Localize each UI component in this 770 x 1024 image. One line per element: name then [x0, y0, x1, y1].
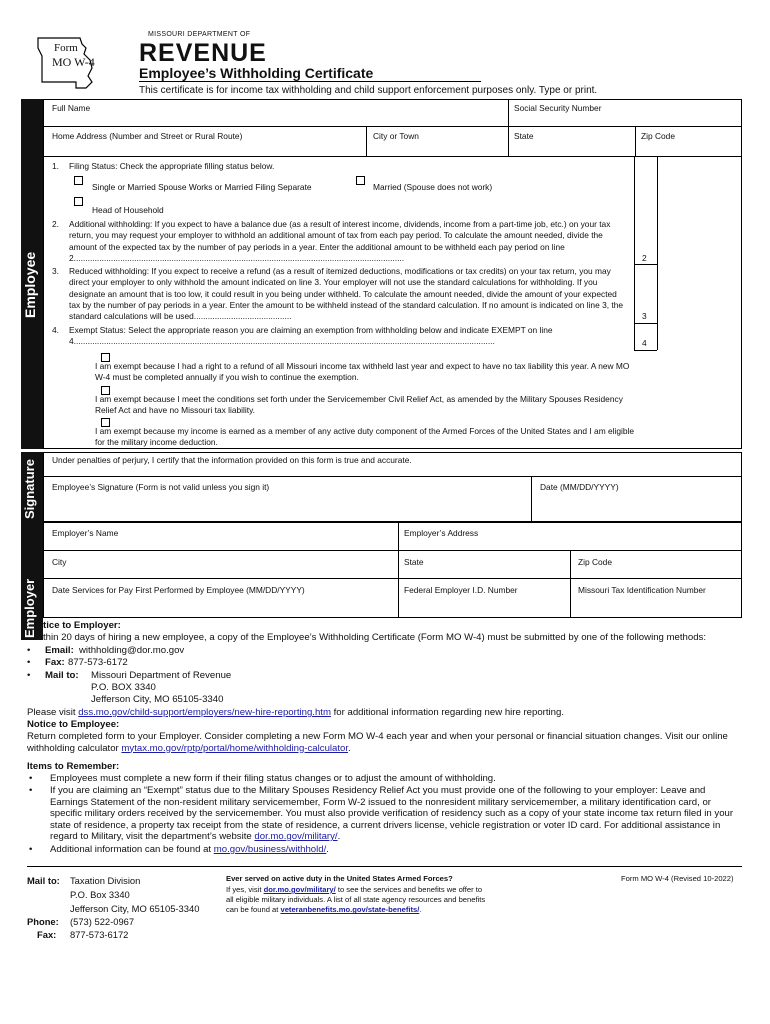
- visit-prefix: Please visit: [27, 707, 76, 718]
- signature-label: Employee’s Signature (Form is not valid unless you sign it): [52, 482, 270, 492]
- zip-label: Zip Code: [641, 131, 675, 141]
- divider: [43, 156, 742, 157]
- fein-label: Federal Employer I.D. Number: [404, 585, 518, 595]
- employee-band-label: Employee: [22, 251, 38, 318]
- line2-box-number: 2: [642, 253, 647, 263]
- exempt-military-label: I am exempt because my income is earned as a member of any active duty component of the Armed Forces of the United States and I am eligible for the military income deduction.: [95, 426, 635, 448]
- notice-employee-text: [27, 731, 747, 754]
- divider: [43, 578, 742, 579]
- bullet: •: [27, 645, 31, 656]
- remember-item-3-text: Additional information can be found at: [50, 844, 212, 855]
- line1-number: 1.: [52, 161, 59, 171]
- page-title: Employee’s Withholding Certificate: [139, 65, 374, 81]
- footer-phone-label: Phone:: [27, 916, 59, 927]
- remember-item-1: Employees must complete a new form if their filing status changes or to adjust the amount of withholding.: [50, 773, 496, 784]
- line4-amount-field[interactable]: [658, 323, 741, 350]
- married-label: Married (Spouse does not work): [373, 182, 493, 192]
- email-label: Email:: [45, 645, 74, 656]
- line3-number: 3.: [52, 266, 59, 276]
- page-subtitle: This certificate is for income tax withholding and child support enforcement purposes only. Type or print.: [139, 85, 598, 96]
- military-heading: Ever served on active duty in the United States Armed Forces?: [226, 874, 453, 883]
- remember-item-2-period: .: [337, 831, 341, 842]
- mail-line2: P.O. BOX 3340: [91, 682, 156, 693]
- divider: [43, 476, 742, 477]
- military-text: [226, 885, 488, 916]
- footer-fax-label: Fax:: [37, 929, 57, 940]
- divider: [508, 126, 509, 156]
- new-hire-link[interactable]: dss.mo.gov/child-support/employers/new-hire-reporting.htm: [78, 707, 331, 718]
- divider: [366, 126, 367, 156]
- form-number: MO W-4: [52, 55, 95, 69]
- mo-tax-id-label: Missouri Tax Identification Number: [578, 585, 706, 595]
- bullet: •: [29, 773, 33, 784]
- employer-band-label: Employer: [22, 578, 37, 638]
- visit-new-hire: [27, 707, 747, 719]
- divider: [508, 99, 509, 126]
- line2-number: 2.: [52, 219, 59, 229]
- military-middle: to see the services and benefits we offer to all eligible military individuals. A list of all state agency resources and benefits can be found at: [226, 885, 486, 915]
- employer-address-label: Employer’s Address: [404, 528, 479, 538]
- bullet: •: [27, 670, 31, 681]
- footer-rule: [27, 866, 742, 867]
- exempt-refund-label: I am exempt because I had a right to a refund of all Missouri income tax withheld last year and expect to have no tax liability this year. A new MO W-4 must be completed annually if you wish to continue the exemption.: [95, 361, 630, 383]
- divider: [43, 550, 742, 551]
- line4-box-number: 4: [642, 338, 647, 348]
- amount-column-left: [634, 156, 635, 350]
- head-of-household-checkbox[interactable]: [74, 197, 83, 206]
- single-label: Single or Married Spouse Works or Married Filing Separate: [92, 182, 312, 192]
- remember-item-3-period: .: [326, 844, 329, 855]
- visit-suffix: for additional information regarding new hire reporting.: [333, 707, 565, 718]
- line3-box-number: 3: [642, 311, 647, 321]
- form-word: Form: [54, 42, 78, 54]
- divider: [570, 550, 571, 618]
- line3-amount-field[interactable]: [658, 264, 741, 323]
- line1-text: Filing Status: Check the appropriate filling status below.: [69, 161, 275, 171]
- footer-phone: (573) 522-0967: [70, 916, 135, 927]
- mail-line1: Missouri Department of Revenue: [91, 670, 232, 681]
- dept-name: MISSOURI DEPARTMENT OF: [148, 31, 251, 38]
- employer-city-label: City: [52, 557, 67, 567]
- divider: [43, 126, 742, 127]
- notice-employee-heading: Notice to Employee:: [27, 719, 120, 730]
- single-checkbox[interactable]: [74, 176, 83, 185]
- veteran-benefits-link[interactable]: veteranbenefits.mo.gov/state-benefits/: [280, 905, 420, 915]
- divider: [634, 323, 657, 324]
- perjury-statement: Under penalties of perjury, I certify that the information provided on this form is true and accurate.: [52, 455, 412, 465]
- line2-amount-field[interactable]: [658, 156, 741, 264]
- email-value: withholding@dor.mo.gov: [79, 645, 185, 656]
- footer-mail-line3: Jefferson City, MO 65105-3340: [70, 903, 200, 914]
- signature-date-field[interactable]: [532, 494, 741, 521]
- notice-employer-heading: tice to Employer:: [43, 620, 121, 631]
- exempt-scra-label: I am exempt because I meet the conditions set forth under the Servicemember Civil Relief Act, as amended by the Military Spouses Residency Relief Act and have no Missouri tax liability.: [95, 394, 623, 416]
- footer-fax: 877-573-6172: [70, 929, 129, 940]
- employer-zip-label: Zip Code: [578, 557, 612, 567]
- footer-mail-label: Mail to:: [27, 875, 60, 886]
- military-prefix: If yes, visit: [226, 885, 262, 894]
- fax-label: Fax:: [45, 657, 65, 668]
- withholding-calculator-link[interactable]: mytax.mo.gov/rptp/portal/home/withholding-calculator: [121, 742, 349, 754]
- employer-name-label: Employer’s Name: [52, 528, 119, 538]
- military-link[interactable]: dor.mo.gov/military/: [254, 831, 338, 842]
- divider: [634, 350, 657, 351]
- remember-item-3: [50, 844, 740, 856]
- date-services-label: Date Services for Pay First Performed by Employee (MM/DD/YYYY): [52, 585, 305, 595]
- line4-number: 4.: [52, 325, 59, 335]
- title-rule: [139, 81, 481, 82]
- remember-item-2: [50, 785, 740, 843]
- signature-field[interactable]: [44, 494, 530, 521]
- divider: [634, 264, 657, 265]
- state-label: State: [514, 131, 534, 141]
- bullet: •: [29, 844, 33, 855]
- line4-text: Exempt Status: Select the appropriate reason you are claiming an exemption from withholding below and indicate EXEMPT on line 4.....................................................................................................................................................................................: [69, 325, 553, 347]
- home-address-label: Home Address (Number and Street or Rural Route): [52, 131, 243, 141]
- head-of-household-label: Head of Household: [92, 205, 164, 215]
- bullet: •: [29, 785, 33, 796]
- employer-state-label: State: [404, 557, 424, 567]
- employer-section: [43, 522, 742, 618]
- full-name-label: Full Name: [52, 103, 91, 113]
- signature-band-label: Signature: [22, 459, 37, 519]
- footer-mail-line2: P.O. Box 3340: [70, 889, 130, 900]
- ssn-label: Social Security Number: [514, 103, 602, 113]
- withhold-link[interactable]: mo.gov/business/withhold/: [213, 844, 327, 855]
- notice-employer-text: thin 20 days of hiring a new employee, a copy of the Employee’s Withholding Certificate (Form MO W-4) must be submitted by one of the following methods:: [43, 632, 706, 643]
- divider: [398, 522, 399, 618]
- date-label: Date (MM/DD/YYYY): [540, 482, 619, 492]
- remember-heading: Items to Remember:: [27, 761, 120, 772]
- city-label: City or Town: [373, 131, 419, 141]
- footer-mail-line1: Taxation Division: [70, 875, 141, 886]
- fax-value: 877-573-6172: [68, 657, 128, 668]
- revenue-logo: REVENUE: [139, 39, 267, 67]
- mail-label: Mail to:: [45, 670, 79, 681]
- form-revision: Form MO W-4 (Revised 10-2022): [621, 874, 734, 883]
- line3-text: Reduced withholding: If you expect to receive a refund (as a result of itemized deductions, modifications or tax credits) on your tax return, you may direct your employer to only withhold the amount indicated on line 3. Your employer will not use the standard calculations for withholding. If you designate an amount that is too low, it could result in you being under withheld. To calculate the amount needed, divide the amount of your expected tax by the number of pay periods in a year. Enter the amount to be withheld instead of the standard calculation. If no amount is indicated on line 3, the standard calculations will be used..........................................: [69, 266, 624, 322]
- military-footer-link[interactable]: dor.mo.gov/military/: [263, 885, 336, 894]
- bullet: •: [27, 657, 31, 668]
- mail-line3: Jefferson City, MO 65105-3340: [91, 694, 224, 705]
- line2-text: Additional withholding: If you expect to have a balance due (as a result of interest income, dividends, income from a part-time job, etc.) on your tax return, you may request your employer to withhold an additional amount of tax from each pay period. To calculate the amount needed, divide the amount of the expected tax by the number of pay periods in a year. Enter the additional amount to be withheld each pay period on line 2..............................................................................................................................................: [69, 219, 611, 263]
- divider: [635, 126, 636, 156]
- married-checkbox[interactable]: [356, 176, 365, 185]
- military-period: .: [419, 905, 422, 915]
- remember-item-2-text: If you are claiming an “Exempt” status due to the Military Spouses Residency Relief Act you must provide one of the following to your employer: Leave and Earnings Statement of the non-resident military servicemember, Form W-2 issued to the nonresident military servicemember, a military identification card, or specific military orders received by the servicemember. You must also provide verification of residency such as a copy of your state income tax return filed in your state of residence, a property tax receipt from the state of residence, a current drivers license, vehicle registration or voter ID card. For additional assistance in regard to Military, visit the department’s website: [50, 785, 734, 842]
- notice-employee-body: Return completed form to your Employer. Consider completing a new Form MO W-4 each year and when your personal or financial situation changes. Visit our online withholding calculator: [27, 731, 728, 754]
- notice-employee-period: .: [348, 742, 351, 754]
